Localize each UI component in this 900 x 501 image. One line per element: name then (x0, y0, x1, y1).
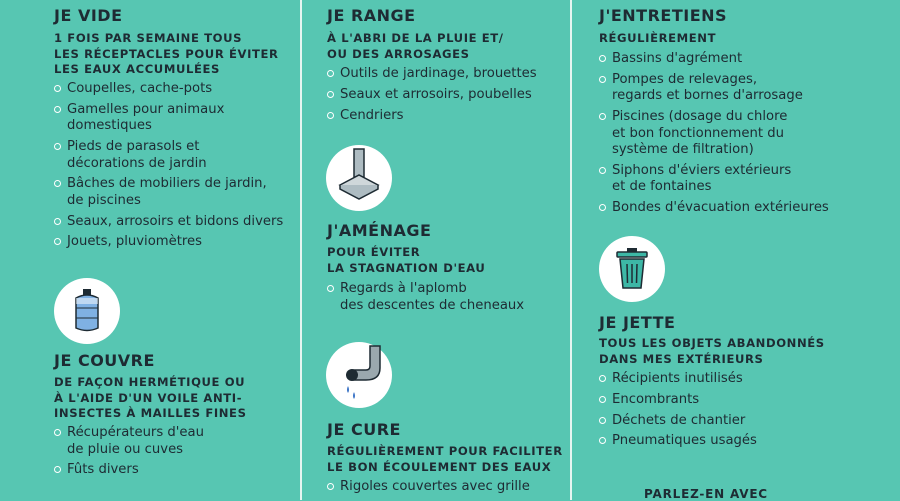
section-subtitle: RÉGULIÈREMENT POUR FACILITER LE BON ÉCOULEMENT DES EAUX (327, 444, 563, 474)
list-item: Bâches de mobiliers de jardin, de piscines (54, 176, 283, 209)
list-item: Seaux et arrosoirs, poubelles (327, 87, 537, 104)
list-item: Récipients inutilisés (599, 371, 757, 388)
section-title-je-cure: JE CURE (327, 420, 401, 439)
list-je-cure (327, 479, 530, 500)
section-title-je-vide: JE VIDE (54, 6, 123, 25)
trash-bin-icon (599, 236, 665, 302)
section-title-j-entretiens: J'ENTRETIENS (599, 6, 728, 25)
section-title-je-couvre: JE COUVRE (54, 351, 155, 370)
list-item: Fûts divers (54, 462, 204, 479)
list-je-couvre (54, 425, 204, 483)
list-item: Outils de jardinage, brouettes (327, 66, 537, 83)
section-title-je-jette: JE JETTE (599, 313, 676, 332)
list-item: Regards à l'aplomb des descentes de cheneaux (327, 281, 524, 314)
list-item: Pneumatiques usagés (599, 433, 757, 450)
list-item: Pieds de parasols et décorations de jardin (54, 139, 283, 172)
list-item: Bassins d'agrément (599, 51, 829, 68)
footer-text: PARLEZ-EN AVEC (644, 487, 768, 501)
water-container-icon (54, 278, 120, 344)
list-item: Encombrants (599, 392, 757, 409)
list-item: Seaux, arrosoirs et bidons divers (54, 214, 283, 231)
dripping-pipe-icon (326, 342, 392, 408)
section-title-j-amenage: J'AMÉNAGE (327, 221, 432, 240)
list-j-amenage (327, 281, 524, 318)
list-je-range (327, 66, 537, 128)
section-subtitle: RÉGULIÈREMENT (599, 31, 717, 45)
list-je-jette (599, 371, 757, 454)
list-item: Coupelles, cache-pots (54, 81, 283, 98)
section-subtitle: DE FAÇON HERMÉTIQUE OU À L'AIDE D'UN VOILE ANTI- INSECTES À MAILLES FINES (54, 375, 247, 420)
list-item: Siphons d'éviers extérieurs et de fontaines (599, 163, 829, 196)
list-item: Récupérateurs d'eau de pluie ou cuves (54, 425, 204, 458)
section-subtitle: TOUS LES OBJETS ABANDONNÉS DANS MES EXTÉRIEURS (599, 336, 825, 366)
section-subtitle: À L'ABRI DE LA PLUIE ET/ OU DES ARROSAGES (327, 31, 504, 61)
list-item: Pompes de relevages, regards et bornes d'arrosage (599, 72, 829, 105)
list-item: Bondes d'évacuation extérieures (599, 200, 829, 217)
column-je-range (302, 0, 570, 500)
list-item: Déchets de chantier (599, 413, 757, 430)
list-item: Gamelles pour animaux domestiques (54, 102, 283, 135)
pipe-base-icon (326, 145, 392, 211)
column-j-entretiens (572, 0, 900, 500)
section-title-je-range: JE RANGE (327, 6, 416, 25)
list-item: Rigoles couvertes avec grille (327, 479, 530, 496)
section-subtitle: 1 FOIS PAR SEMAINE TOUS LES RÉCEPTACLES POUR ÉVITER LES EAUX ACCUMULÉES (54, 31, 279, 76)
list-je-vide (54, 81, 283, 255)
list-j-entretiens (599, 51, 829, 221)
section-subtitle: POUR ÉVITER LA STAGNATION D'EAU (327, 245, 486, 275)
list-item: Piscines (dosage du chlore et bon fonctionnement du système de filtration) (599, 109, 829, 159)
list-item: Jouets, pluviomètres (54, 234, 283, 251)
column-je-vide (0, 0, 300, 500)
list-item: Cendriers (327, 108, 537, 125)
